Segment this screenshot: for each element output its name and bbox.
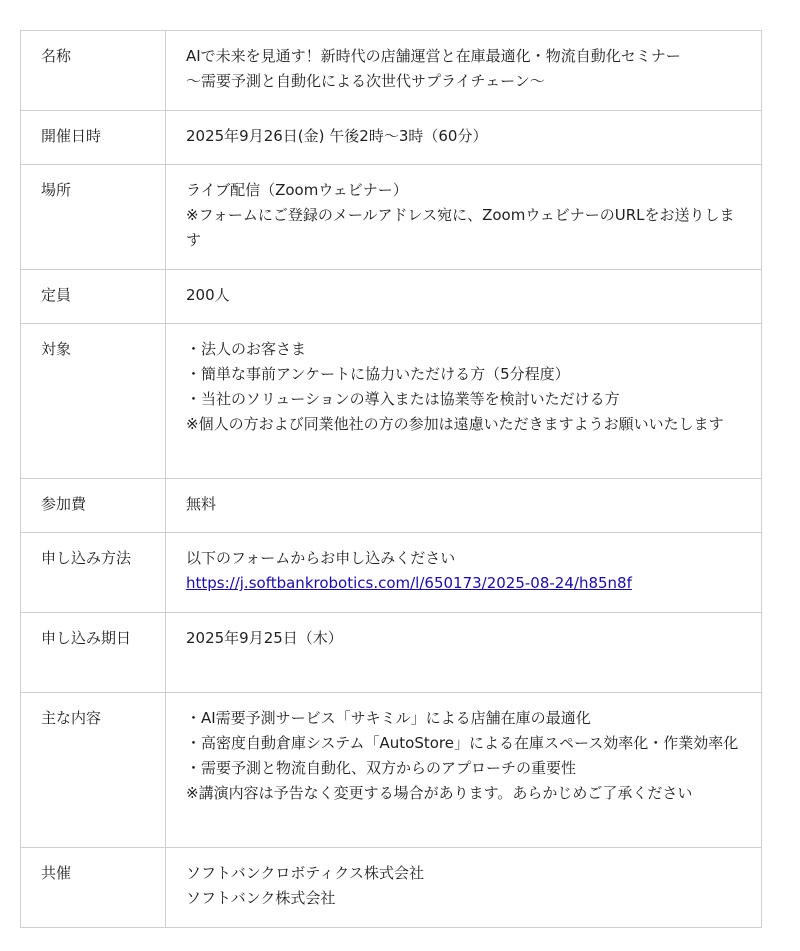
value-line: ・簡単な事前アンケートに協力いただける方（5分程度）: [186, 365, 570, 383]
table-row-target: [21, 324, 762, 479]
value-line: 無料: [186, 495, 217, 513]
row-label: 名称: [21, 31, 166, 111]
table-row-date: [21, 111, 762, 165]
table-row-name: [21, 31, 762, 111]
row-label: 開催日時: [21, 111, 166, 165]
value-line: ソフトバンクロボティクス株式会社: [186, 864, 425, 882]
table-row-deadline: [21, 613, 762, 693]
table-row-apply-method: [21, 533, 762, 613]
row-label: 場所: [21, 165, 166, 270]
value-line: 2025年9月26日(金) 午後2時～3時（60分）: [186, 127, 488, 145]
row-value: [166, 848, 762, 928]
seminar-info: [20, 30, 762, 928]
row-value: [166, 613, 762, 693]
table-row-place: [21, 165, 762, 270]
value-line: ～需要予測と自動化による次世代サプライチェーン～: [186, 72, 545, 90]
row-value: [166, 324, 762, 479]
table-row-fee: [21, 479, 762, 533]
seminar-info-table: [20, 30, 762, 928]
value-line: ・当社のソリューションの導入または協業等を検討いただける方: [186, 390, 620, 408]
row-value: [166, 693, 762, 848]
value-line: ソフトバンク株式会社: [186, 889, 336, 907]
value-line: ライブ配信（Zoomウェビナー）: [186, 181, 408, 199]
row-label: 対象: [21, 324, 166, 479]
row-value: [166, 533, 762, 613]
value-line: ・需要予測と物流自動化、双方からのアプローチの重要性: [186, 759, 577, 777]
value-line: 以下のフォームからお申し込みください: [186, 549, 456, 567]
row-label: 参加費: [21, 479, 166, 533]
row-label: 共催: [21, 848, 166, 928]
row-value: [166, 270, 762, 324]
value-line: 200人: [186, 286, 230, 304]
value-line: ・法人のお客さま: [186, 340, 307, 358]
row-value: [166, 31, 762, 111]
row-label: 主な内容: [21, 693, 166, 848]
value-line: AIで未来を見通す！新時代の店舗運営と在庫最適化・物流自動化セミナー: [186, 47, 681, 65]
row-label: 申し込み方法: [21, 533, 166, 613]
table-row-capacity: [21, 270, 762, 324]
row-label: 定員: [21, 270, 166, 324]
registration-form-link[interactable]: https://j.softbankrobotics.com/l/650173/2025-08-24/h85n8f: [186, 574, 632, 592]
value-line: ・AI需要予測サービス「サキミル」による店舗在庫の最適化: [186, 709, 591, 727]
table-row-content: [21, 693, 762, 848]
row-value: [166, 165, 762, 270]
value-line: 2025年9月25日（木）: [186, 629, 343, 647]
table-row-cohost: [21, 848, 762, 928]
row-value: [166, 111, 762, 165]
value-line: ※個人の方および同業他社の方の参加は遠慮いただきますようお願いいたします: [186, 415, 724, 433]
row-label: 申し込み期日: [21, 613, 166, 693]
row-value: [166, 479, 762, 533]
value-line: ・高密度自動倉庫システム「AutoStore」による在庫スペース効率化・作業効率化: [186, 734, 739, 752]
value-line: ※講演内容は予告なく変更する場合があります。あらかじめご了承ください: [186, 784, 693, 802]
value-line: ※フォームにご登録のメールアドレス宛に、ZoomウェビナーのURLをお送りします: [186, 206, 735, 249]
